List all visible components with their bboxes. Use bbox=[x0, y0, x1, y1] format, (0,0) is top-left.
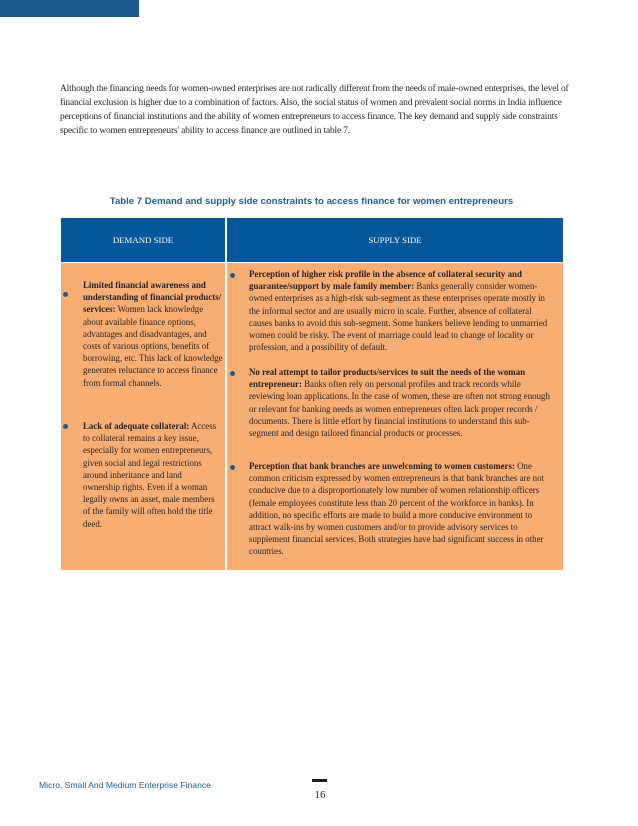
bullet-icon bbox=[63, 424, 68, 429]
supply-side-cell bbox=[227, 263, 563, 570]
demand-item-heading: Lack of adequate collateral: bbox=[83, 421, 190, 431]
table-header-row bbox=[61, 218, 563, 262]
demand-item-heading: Limited financial awareness and understanding of financial products/ services: bbox=[83, 280, 222, 315]
supply-item-text: Banks often rely on personal profiles and track records while reviewing loan applications. In the case of women, these are often not strong enough or relevant for banking needs as women entrepreneurs often lack proper records / documents. There is little effort by financial institutions to understand this sub-segment and design tailored financial products or processes. bbox=[249, 379, 550, 439]
supply-item-heading: Perception that bank branches are unwelcoming to women customers: bbox=[249, 461, 515, 471]
table-body-row bbox=[61, 263, 563, 570]
page-number: 16 bbox=[314, 789, 326, 801]
demand-item-collateral bbox=[83, 420, 218, 530]
supply-item-heading: Perception of higher risk profile in the absence of collateral security and guarantee/support by male family member: bbox=[249, 269, 522, 292]
bullet-icon bbox=[230, 371, 235, 376]
bullet-icon bbox=[230, 465, 235, 470]
supply-item-tailored-products bbox=[249, 366, 554, 439]
demand-side-cell bbox=[61, 263, 225, 570]
table-title: Table 7 Demand and supply side constraints to access finance for women entrepreneurs bbox=[109, 196, 514, 207]
footer-title: Micro, Small And Medium Enterprise Finance bbox=[39, 780, 211, 790]
bullet-icon bbox=[63, 292, 68, 297]
corner-accent-block bbox=[0, 0, 139, 17]
demand-item-text: Women lack knowledge about available finance options, advantages and disadvantages, and costs of various options, benefits of borrowing, etc. This lack of knowledge generates reluctance to access finance from formal channels. bbox=[83, 304, 223, 388]
constraints-table bbox=[61, 218, 563, 570]
footer-bar bbox=[312, 779, 327, 782]
intro-paragraph: Although the financing needs for women-owned enterprises are not radically different from the needs of male-owned enterprises, the level of financial exclusion is higher due to a combination of factors. Also, the social status of women and prevalent social norms in India influence perceptions of financial institutions and the ability of women entrepreneurs to access finance. The key demand and supply side constraints specific to women entrepreneurs' ability to access finance are outlined in table 7. bbox=[60, 84, 569, 136]
bullet-icon bbox=[230, 273, 235, 278]
demand-item-text: Access to collateral remains a key issue, especially for women entrepreneurs, given social and legal restrictions around inheritance and land ownership rights. Even if a woman legally owns an asset, male members of the family will often hold the title deed. bbox=[83, 421, 217, 529]
supply-item-unwelcoming-branches bbox=[249, 460, 554, 558]
demand-item-financial-awareness bbox=[83, 279, 223, 389]
supply-item-text: One common criticism expressed by women entrepreneurs is that bank branches are not conducive due to a disproportionately low number of women relationship officers (female employees constitute less than 20 percent of the workforce in banks). In addition, no specific efforts are made to build a more conducive environment to attract walk-ins by women customers and/or to provide advisory services to supplement financial services. Both strategies have had significant success in other countries. bbox=[249, 461, 544, 557]
demand-side-header: DEMAND SIDE bbox=[112, 235, 174, 245]
supply-item-risk-profile bbox=[249, 268, 554, 353]
supply-item-text: Banks generally consider women-owned enterprises as a high-risk sub-segment as these enterprises operate mostly in the informal sector and are usually micro in scale. Further, absence of collateral causes banks to avoid this sub-segment. Some bankers believe lending to unmarried women could be risky. The event of marriage could lead to change of locality or profession, and a possibility of default. bbox=[249, 281, 548, 353]
supply-item-heading: No real attempt to tailor products/services to suit the needs of the woman entrepreneur: bbox=[249, 367, 526, 390]
supply-side-header: SUPPLY SIDE bbox=[368, 235, 422, 245]
